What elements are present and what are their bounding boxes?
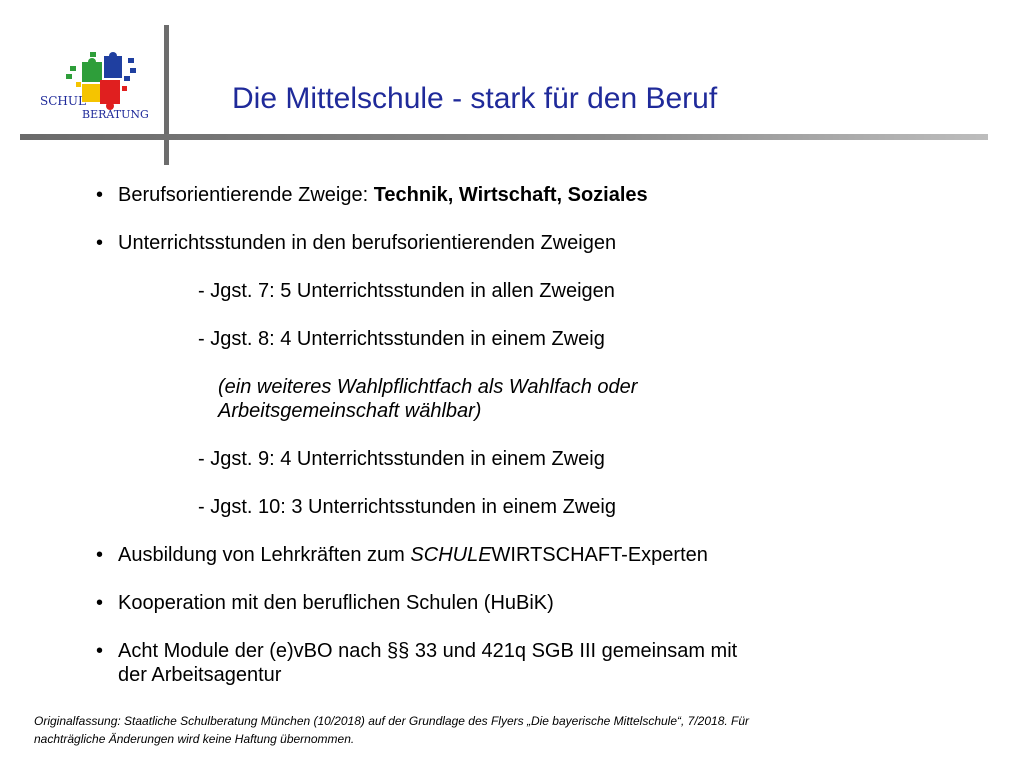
sub-item: - Jgst. 10: 3 Unterrichtsstunden in einem Zweig <box>198 496 616 518</box>
schulberatung-logo <box>30 52 160 132</box>
item-label: Berufsorientierende Zweige: <box>118 184 374 206</box>
item-text: Unterrichtsstunden in den berufsorientierenden Zweigen <box>118 232 617 254</box>
note-line: Arbeitsgemeinschaft wählbar) <box>218 400 482 422</box>
list-item <box>94 231 974 255</box>
puzzle-logo-icon <box>30 52 160 132</box>
header-vertical-rule <box>164 25 169 165</box>
sub-item: - Jgst. 9: 4 Unterrichtsstunden in einem Zweig <box>198 448 605 470</box>
sub-item: - Jgst. 8: 4 Unterrichtsstunden in einem Zweig <box>198 328 605 350</box>
bullet-icon: • <box>96 592 104 614</box>
note-line: (ein weiteres Wahlpflichtfach als Wahlfach oder <box>218 376 638 398</box>
list-item <box>94 543 974 567</box>
item-line: Acht Module der (e)vBO nach §§ 33 und 421q SGB III gemeinsam mit <box>118 640 738 662</box>
item-prefix: Ausbildung von Lehrkräften zum <box>118 544 411 566</box>
item-emphasis: Technik, Wirtschaft, Soziales <box>373 184 648 206</box>
item-text: Kooperation mit den beruflichen Schulen (HuBiK) <box>118 592 554 614</box>
list-item <box>94 591 974 615</box>
list-item <box>94 183 974 207</box>
logo-text-beratung: BERATUNG <box>82 108 149 121</box>
slide-content <box>94 183 974 711</box>
footer-line: Originalfassung: Staatliche Schulberatung München (10/2018) auf der Grundlage des Flyers „Die bayerische Mittelschule“, 7/2018. Für <box>34 714 750 728</box>
sub-note <box>94 375 974 423</box>
item-suffix: WIRTSCHAFT-Experten <box>491 544 708 566</box>
bullet-icon: • <box>96 232 104 254</box>
slide-title: Die Mittelschule - stark für den Beruf <box>232 82 718 115</box>
bullet-icon: • <box>96 544 104 566</box>
item-line: der Arbeitsagentur <box>118 664 282 686</box>
bullet-icon: • <box>96 184 104 206</box>
footer-note <box>34 712 934 748</box>
bullet-icon: • <box>96 640 104 662</box>
sub-item: - Jgst. 7: 5 Unterrichtsstunden in allen Zweigen <box>198 280 615 302</box>
item-italic: SCHULE <box>410 544 492 566</box>
footer-line: nachträgliche Änderungen wird keine Haftung übernommen. <box>34 732 355 746</box>
list-item <box>94 639 974 687</box>
header-horizontal-rule <box>20 134 988 140</box>
logo-text-schul: SCHUL <box>40 94 86 108</box>
